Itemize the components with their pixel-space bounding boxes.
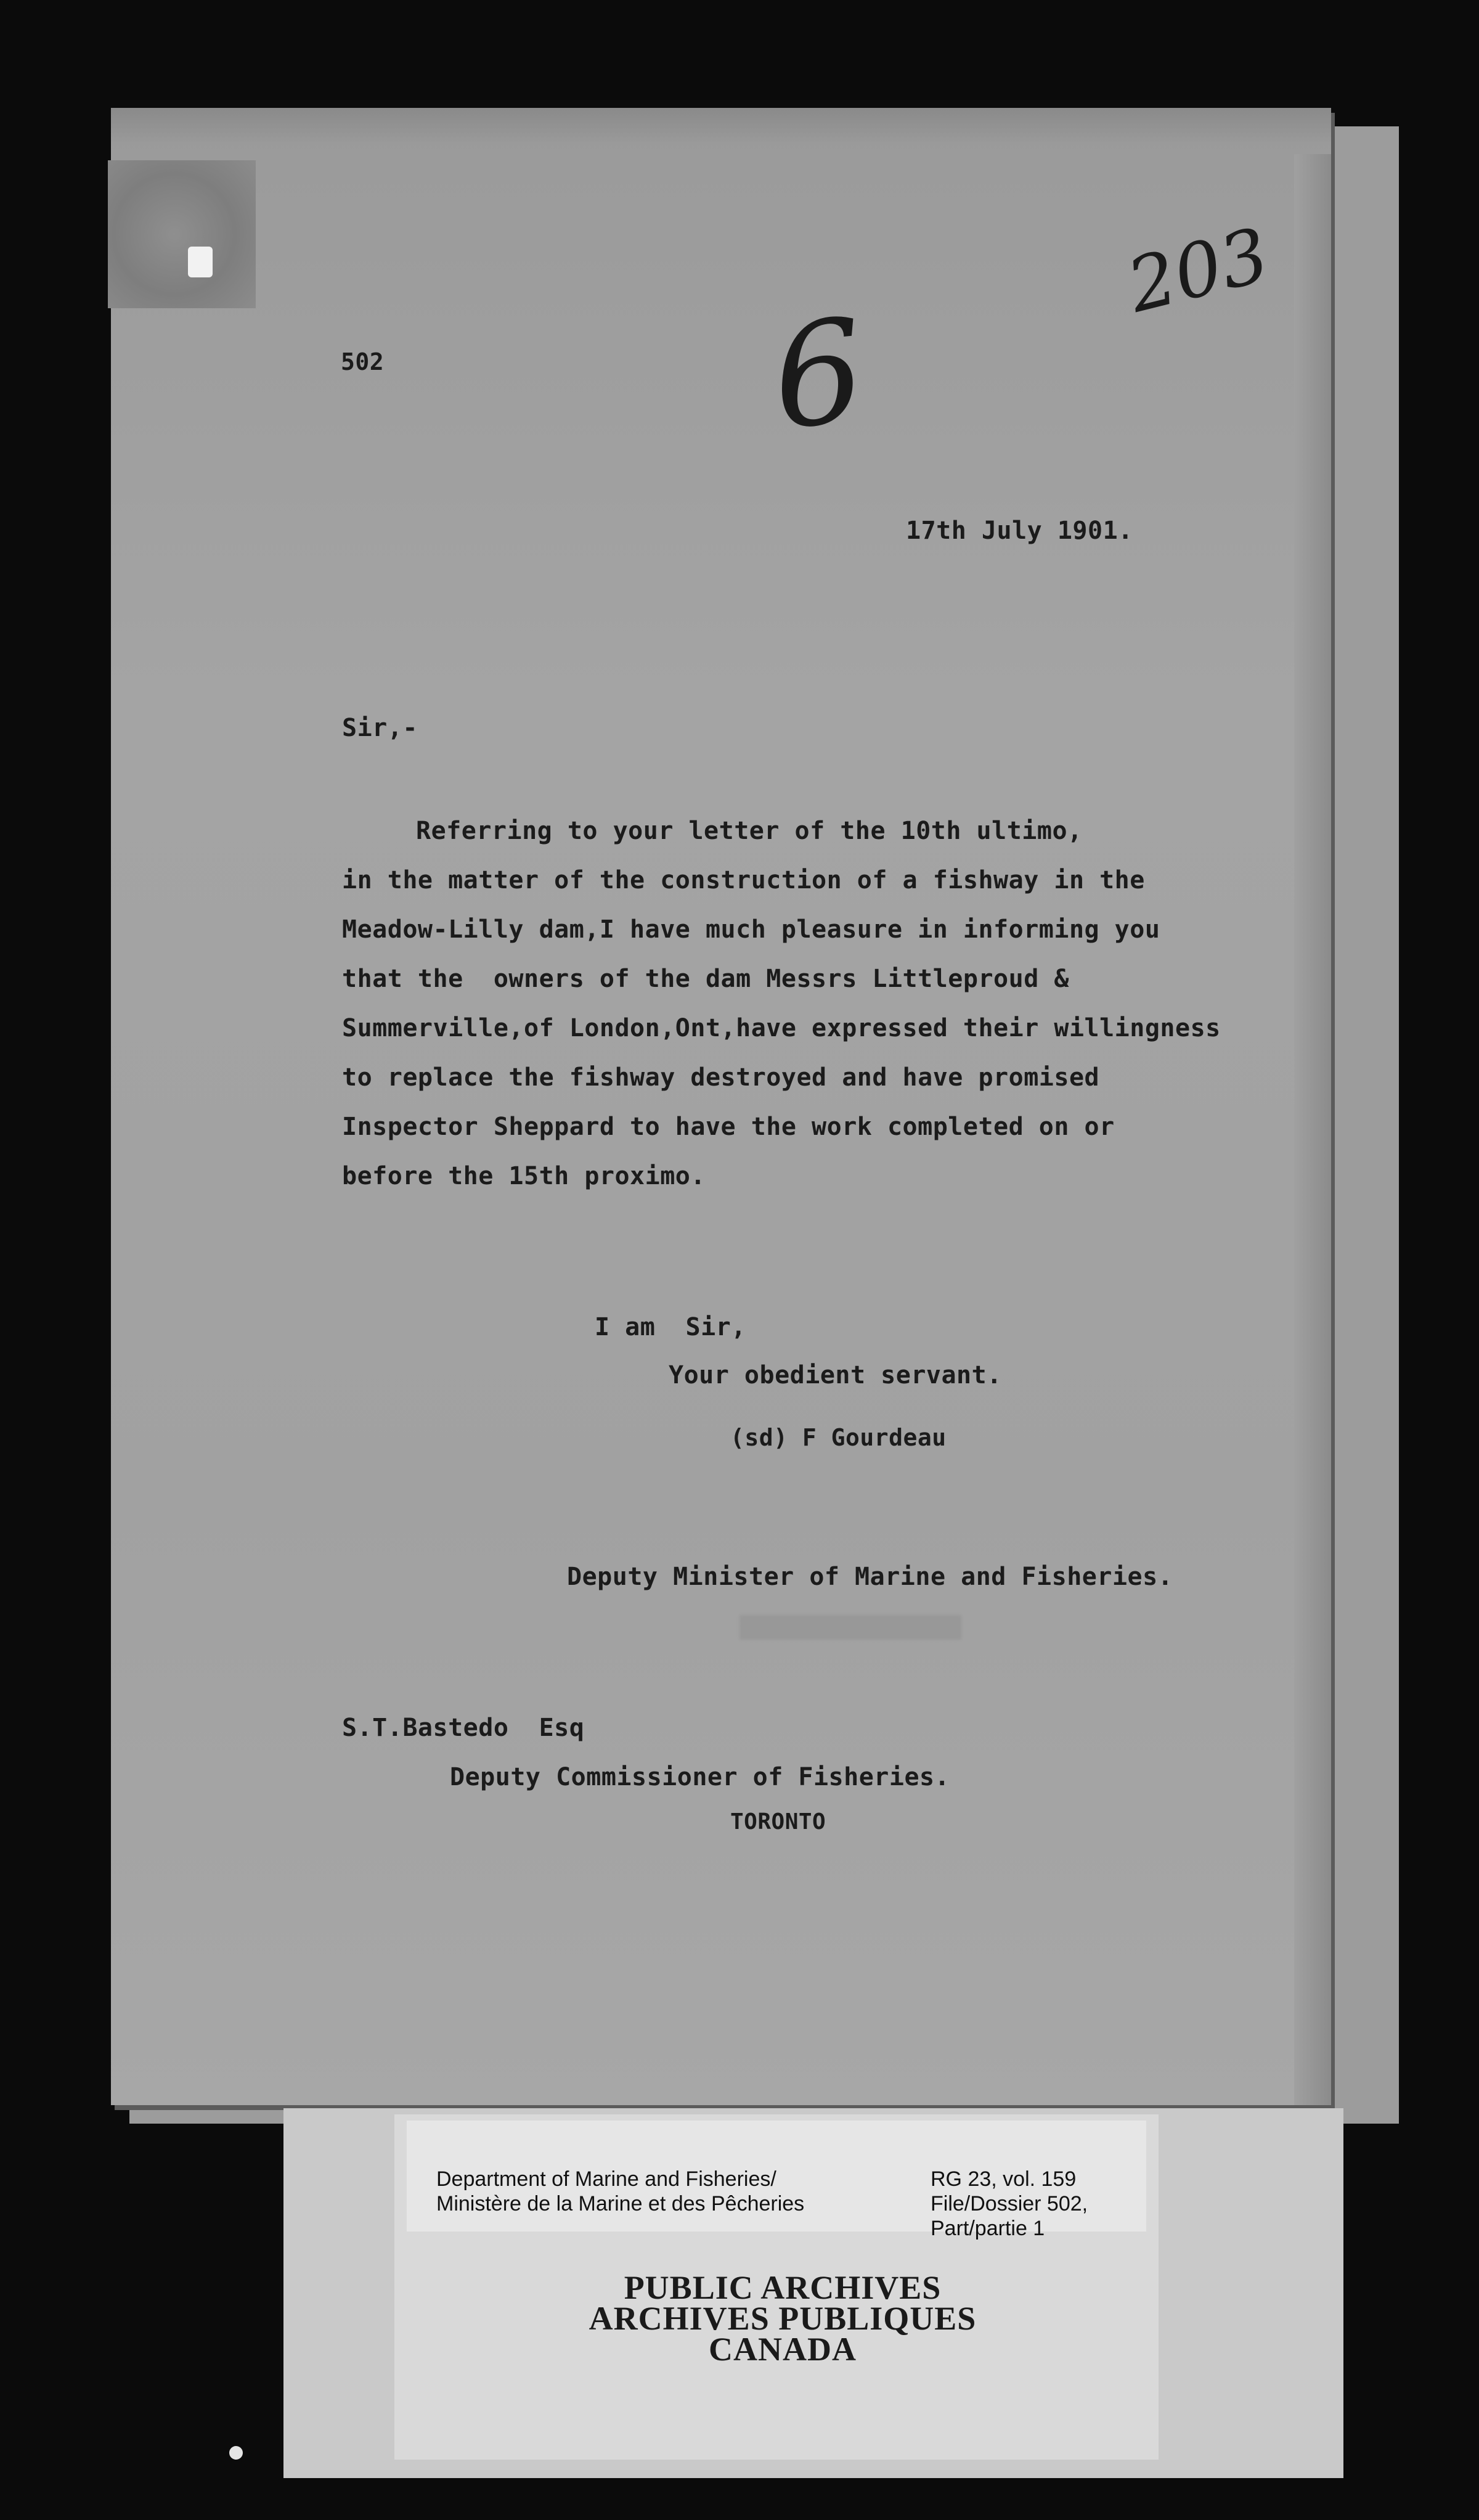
letter-date: 17th July 1901. bbox=[906, 517, 1133, 545]
letter-page bbox=[111, 108, 1331, 2105]
archives-stamp-line: CANADA bbox=[709, 2331, 857, 2368]
scan-speck bbox=[229, 2446, 243, 2460]
signature: (sd) F Gourdeau bbox=[730, 1424, 947, 1451]
archives-stamp-line: ARCHIVES PUBLIQUES bbox=[589, 2300, 977, 2337]
punch-mark bbox=[188, 247, 213, 277]
closing-line: Your obedient servant. bbox=[669, 1361, 1002, 1389]
handwritten-folio-number: 203 bbox=[1119, 212, 1277, 330]
page-edge bbox=[1294, 154, 1331, 2105]
handwritten-number: 6 bbox=[765, 288, 872, 462]
salutation: Sir,- bbox=[342, 714, 418, 742]
signer-title: Deputy Minister of Marine and Fisheries. bbox=[567, 1563, 1173, 1591]
body-line: to replace the fishway destroyed and have promised bbox=[342, 1063, 1100, 1092]
body-line: Summerville,of London,Ont,have expressed their willingness bbox=[342, 1014, 1221, 1042]
record-group: RG 23, vol. 159 bbox=[931, 2167, 1077, 2191]
part-partie: Part/partie 1 bbox=[931, 2217, 1045, 2240]
recipient-city: TORONTO bbox=[730, 1809, 826, 1835]
recipient-name: S.T.Bastedo Esq bbox=[342, 1714, 585, 1742]
department-english: Department of Marine and Fisheries/ bbox=[436, 2167, 776, 2191]
body-line: Inspector Sheppard to have the work completed on or bbox=[342, 1113, 1115, 1141]
recipient-title: Deputy Commissioner of Fisheries. bbox=[450, 1763, 950, 1791]
closing-line: I am Sir, bbox=[595, 1313, 746, 1341]
body-line: in the matter of the construction of a fishway in the bbox=[342, 866, 1145, 894]
department-french: Ministère de la Marine et des Pêcheries bbox=[436, 2192, 805, 2215]
page-top-shadow bbox=[111, 108, 1331, 145]
file-number: 502 bbox=[341, 348, 385, 375]
file-dossier: File/Dossier 502, bbox=[931, 2192, 1088, 2215]
corner-stain bbox=[108, 160, 256, 308]
bleed-through-text bbox=[740, 1615, 961, 1640]
archives-stamp-line: PUBLIC ARCHIVES bbox=[624, 2269, 942, 2306]
body-line: that the owners of the dam Messrs Littleproud & bbox=[342, 965, 1069, 993]
body-line: before the 15th proximo. bbox=[342, 1162, 706, 1190]
body-line: Meadow-Lilly dam,I have much pleasure in informing you bbox=[342, 915, 1160, 944]
body-line: Referring to your letter of the 10th ultimo, bbox=[416, 817, 1083, 845]
